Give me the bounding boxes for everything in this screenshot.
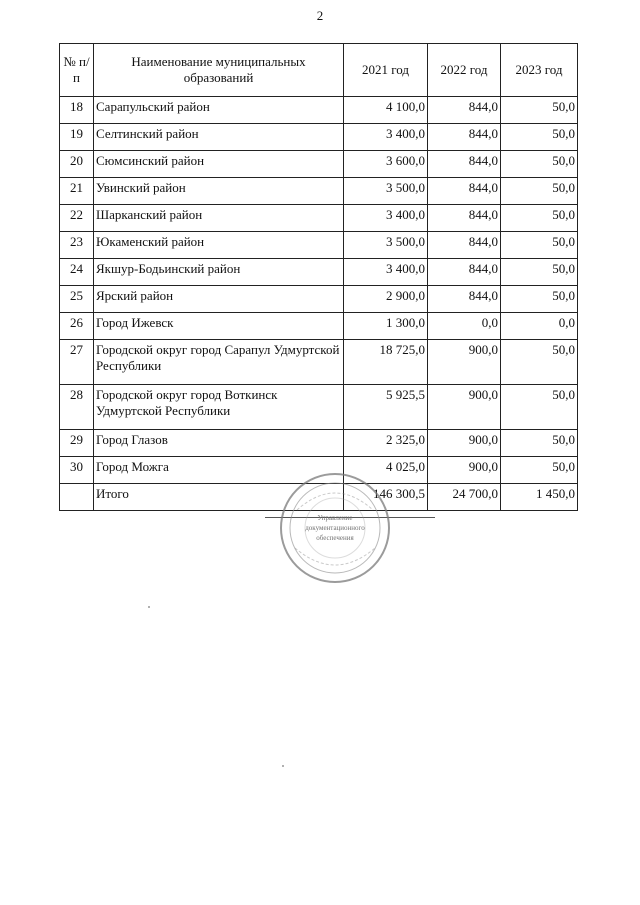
row-2021: 3 400,0 xyxy=(344,259,428,286)
header-2022: 2022 год xyxy=(428,44,501,97)
row-2022: 0,0 xyxy=(428,313,501,340)
page-number: 2 xyxy=(316,8,324,23)
row-2023: 50,0 xyxy=(501,259,578,286)
row-name: Городской округ город Сарапул Удмуртской Республики xyxy=(94,340,344,385)
header-name: Наименование муниципальных образований xyxy=(94,44,344,97)
allocation-table xyxy=(59,43,578,511)
row-2022: 844,0 xyxy=(428,232,501,259)
total-label: Итого xyxy=(94,484,344,511)
row-2021: 3 500,0 xyxy=(344,178,428,205)
row-name: Шарканский район xyxy=(94,205,344,232)
row-2022: 844,0 xyxy=(428,124,501,151)
total-2023: 1 450,0 xyxy=(501,484,578,511)
row-name: Сарапульский район xyxy=(94,97,344,124)
table-row xyxy=(60,151,578,178)
header-2023: 2023 год xyxy=(501,44,578,97)
row-2023: 50,0 xyxy=(501,385,578,430)
official-seal-area xyxy=(265,470,445,590)
row-2021: 2 900,0 xyxy=(344,286,428,313)
row-name: Город Можга xyxy=(94,457,344,484)
row-2022: 900,0 xyxy=(428,385,501,430)
seal-line-2: документационного xyxy=(305,524,365,532)
total-2021: 146 300,5 xyxy=(344,484,428,511)
row-2022: 844,0 xyxy=(428,97,501,124)
row-2021: 18 725,0 xyxy=(344,340,428,385)
row-2023: 0,0 xyxy=(501,313,578,340)
row-2022: 900,0 xyxy=(428,430,501,457)
total-2022: 24 700,0 xyxy=(428,484,501,511)
header-2021: 2021 год xyxy=(344,44,428,97)
row-2023: 50,0 xyxy=(501,205,578,232)
row-2023: 50,0 xyxy=(501,232,578,259)
row-num: 21 xyxy=(60,178,94,205)
table-row xyxy=(60,232,578,259)
row-2023: 50,0 xyxy=(501,178,578,205)
seal-line-1: Управление xyxy=(317,514,353,522)
row-2022: 844,0 xyxy=(428,178,501,205)
row-name: Юкаменский район xyxy=(94,232,344,259)
table-row xyxy=(60,313,578,340)
row-name: Увинский район xyxy=(94,178,344,205)
scan-speck xyxy=(148,606,150,608)
row-2022: 844,0 xyxy=(428,259,501,286)
row-2023: 50,0 xyxy=(501,340,578,385)
table-row xyxy=(60,340,578,385)
row-2021: 2 325,0 xyxy=(344,430,428,457)
row-num: 24 xyxy=(60,259,94,286)
row-num: 18 xyxy=(60,97,94,124)
row-name: Якшур-Бодьинский район xyxy=(94,259,344,286)
row-2022: 844,0 xyxy=(428,205,501,232)
row-num: 22 xyxy=(60,205,94,232)
table-header-row xyxy=(60,44,578,97)
row-2022: 844,0 xyxy=(428,286,501,313)
table-row xyxy=(60,178,578,205)
row-name: Сюмсинский район xyxy=(94,151,344,178)
row-2022: 900,0 xyxy=(428,457,501,484)
seal-line-3: обеспечения xyxy=(316,534,354,542)
row-2021: 3 400,0 xyxy=(344,205,428,232)
row-name: Город Глазов xyxy=(94,430,344,457)
row-2022: 844,0 xyxy=(428,151,501,178)
table-row xyxy=(60,124,578,151)
row-2023: 50,0 xyxy=(501,124,578,151)
row-2021: 1 300,0 xyxy=(344,313,428,340)
row-num: 27 xyxy=(60,340,94,385)
row-2023: 50,0 xyxy=(501,286,578,313)
table-row xyxy=(60,205,578,232)
row-2023: 50,0 xyxy=(501,430,578,457)
table-row xyxy=(60,286,578,313)
row-2021: 5 925,5 xyxy=(344,385,428,430)
row-name: Ярский район xyxy=(94,286,344,313)
row-2023: 50,0 xyxy=(501,151,578,178)
row-num: 28 xyxy=(60,385,94,430)
row-2023: 50,0 xyxy=(501,457,578,484)
row-2023: 50,0 xyxy=(501,97,578,124)
row-name: Город Ижевск xyxy=(94,313,344,340)
table-row xyxy=(60,97,578,124)
row-num: 20 xyxy=(60,151,94,178)
total-num xyxy=(60,484,94,511)
table-row xyxy=(60,430,578,457)
row-2021: 3 400,0 xyxy=(344,124,428,151)
row-num: 25 xyxy=(60,286,94,313)
official-seal xyxy=(275,470,395,590)
row-num: 26 xyxy=(60,313,94,340)
table-row xyxy=(60,259,578,286)
row-num: 23 xyxy=(60,232,94,259)
header-num: № п/п xyxy=(60,44,94,97)
row-2021: 4 025,0 xyxy=(344,457,428,484)
row-num: 30 xyxy=(60,457,94,484)
row-2021: 3 500,0 xyxy=(344,232,428,259)
row-2021: 3 600,0 xyxy=(344,151,428,178)
row-num: 19 xyxy=(60,124,94,151)
scan-speck xyxy=(282,765,284,767)
row-2022: 900,0 xyxy=(428,340,501,385)
row-num: 29 xyxy=(60,430,94,457)
row-name: Селтинский район xyxy=(94,124,344,151)
row-2021: 4 100,0 xyxy=(344,97,428,124)
row-name: Городской округ город Воткинск Удмуртской Республики xyxy=(94,385,344,430)
table-row xyxy=(60,385,578,430)
